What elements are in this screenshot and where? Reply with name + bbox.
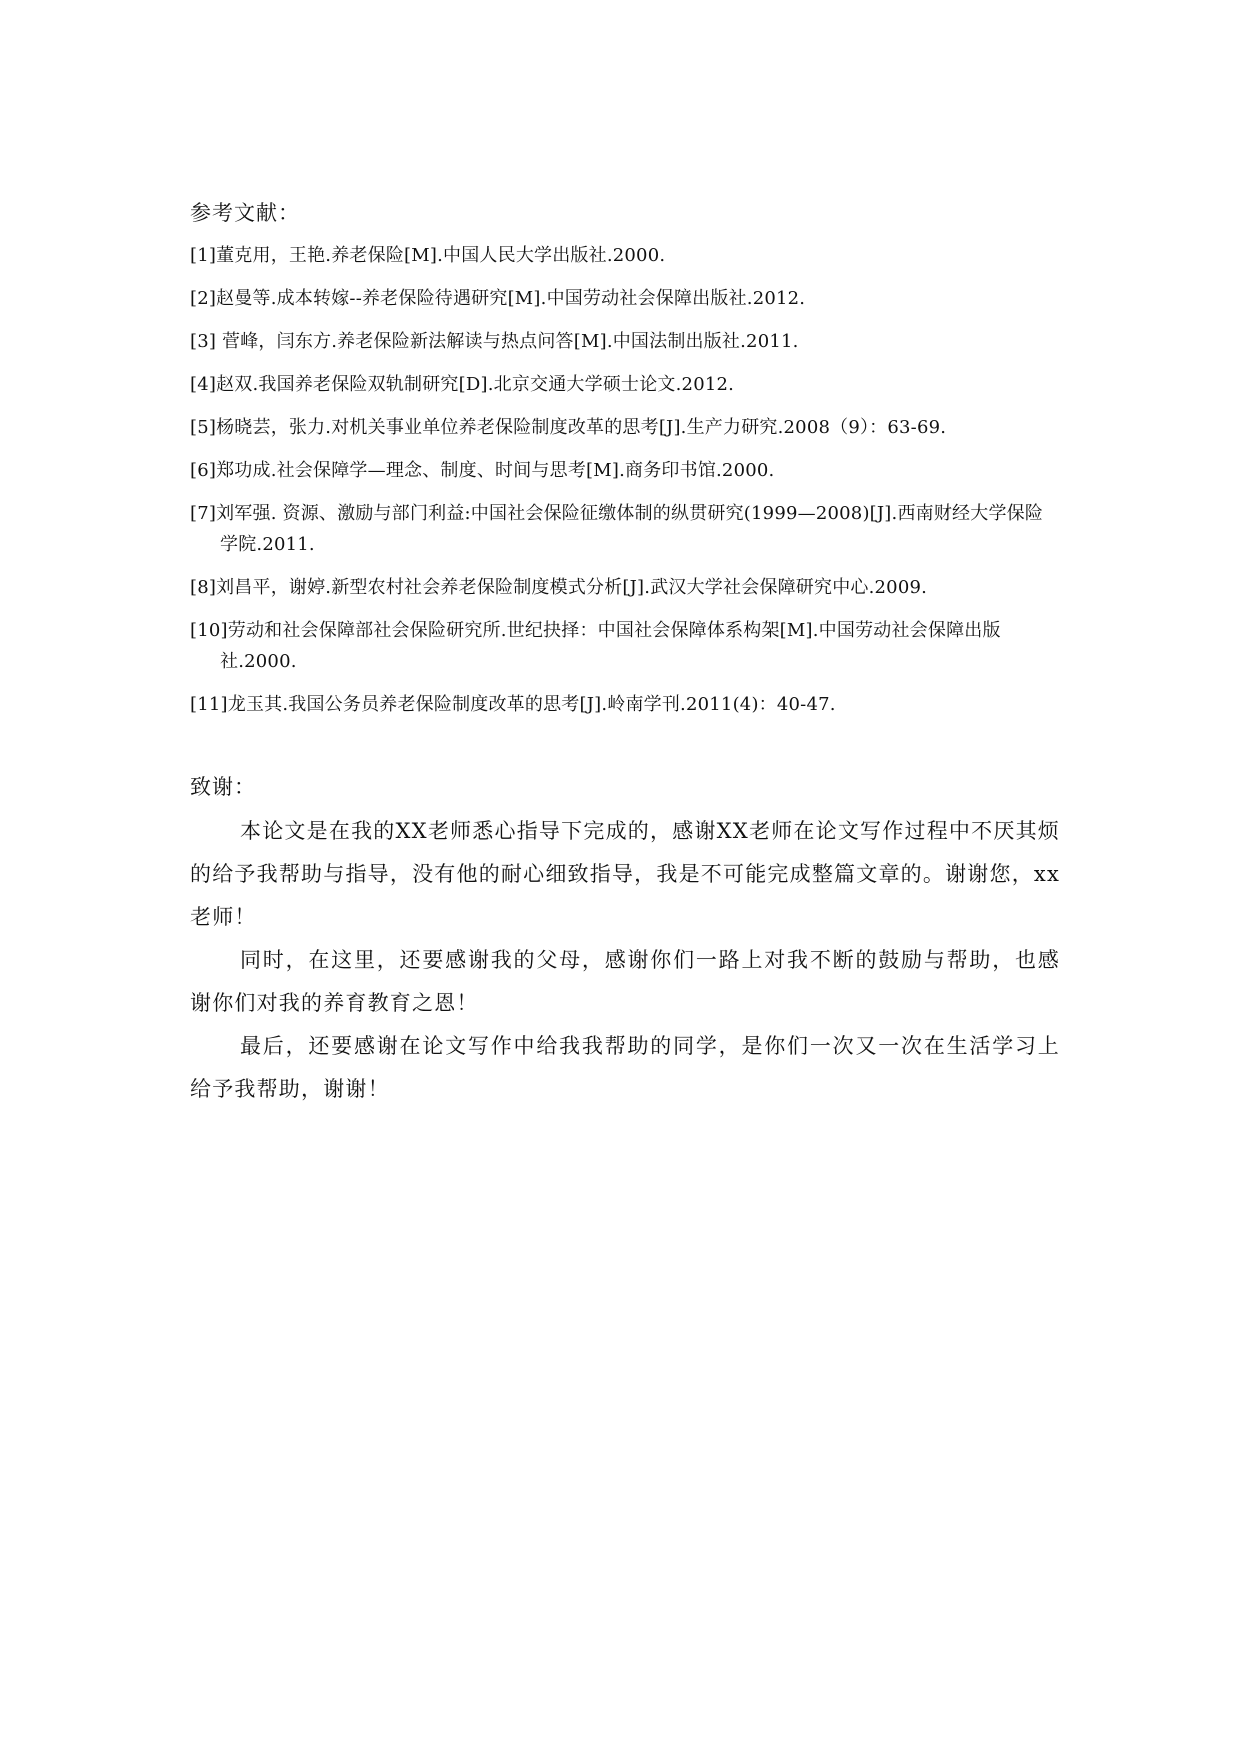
acknowledgement-paragraph: 同时，在这里，还要感谢我的父母，感谢你们一路上对我不断的鼓励与帮助，也感谢你们对我的养育教育之恩！ <box>190 948 1060 1015</box>
reference-item: [3] 菅峰，闫东方.养老保险新法解读与热点问答[M].中国法制出版社.2011. <box>190 331 799 352</box>
reference-item: [4]赵双.我国养老保险双轨制研究[D].北京交通大学硕士论文.2012. <box>190 374 735 395</box>
references-list <box>190 240 1060 720</box>
reference-item: [11]龙玉其.我国公务员养老保险制度改革的思考[J].岭南学刊.2011(4)：40-47. <box>190 694 836 715</box>
reference-item: [7]刘军强. 资源、激励与部门利益:中国社会保险征缴体制的纵贯研究(1999—2008)[J].西南财经大学保险学院.2011. <box>190 503 1044 555</box>
acknowledgement-paragraph: 本论文是在我的XX老师悉心指导下完成的，感谢XX老师在论文写作过程中不厌其烦的给予我帮助与指导，没有他的耐心细致指导，我是不可能完成整篇文章的。谢谢您，xx老师！ <box>190 819 1060 929</box>
page-content <box>190 198 1060 1111</box>
acknowledgement-heading: 致谢： <box>190 775 256 799</box>
references-heading: 参考文献： <box>190 201 300 225</box>
reference-item: [1]董克用，王艳.养老保险[M].中国人民大学出版社.2000. <box>190 245 666 266</box>
acknowledgement-paragraph: 最后，还要感谢在论文写作中给我我帮助的同学，是你们一次又一次在生活学习上给予我帮助，谢谢！ <box>190 1034 1060 1101</box>
reference-item: [10]劳动和社会保障部社会保险研究所.世纪抉择：中国社会保障体系构架[M].中国劳动社会保障出版社.2000. <box>190 620 1001 672</box>
reference-item: [2]赵曼等.成本转嫁--养老保险待遇研究[M].中国劳动社会保障出版社.2012. <box>190 288 806 309</box>
reference-item: [5]杨晓芸，张力.对机关事业单位养老保险制度改革的思考[J].生产力研究.2008（9）：63-69. <box>190 417 947 438</box>
reference-item: [6]郑功成.社会保障学—理念、制度、时间与思考[M].商务印书馆.2000. <box>190 460 775 481</box>
reference-item: [8]刘昌平，谢婷.新型农村社会养老保险制度模式分析[J].武汉大学社会保障研究中心.2009. <box>190 577 928 598</box>
